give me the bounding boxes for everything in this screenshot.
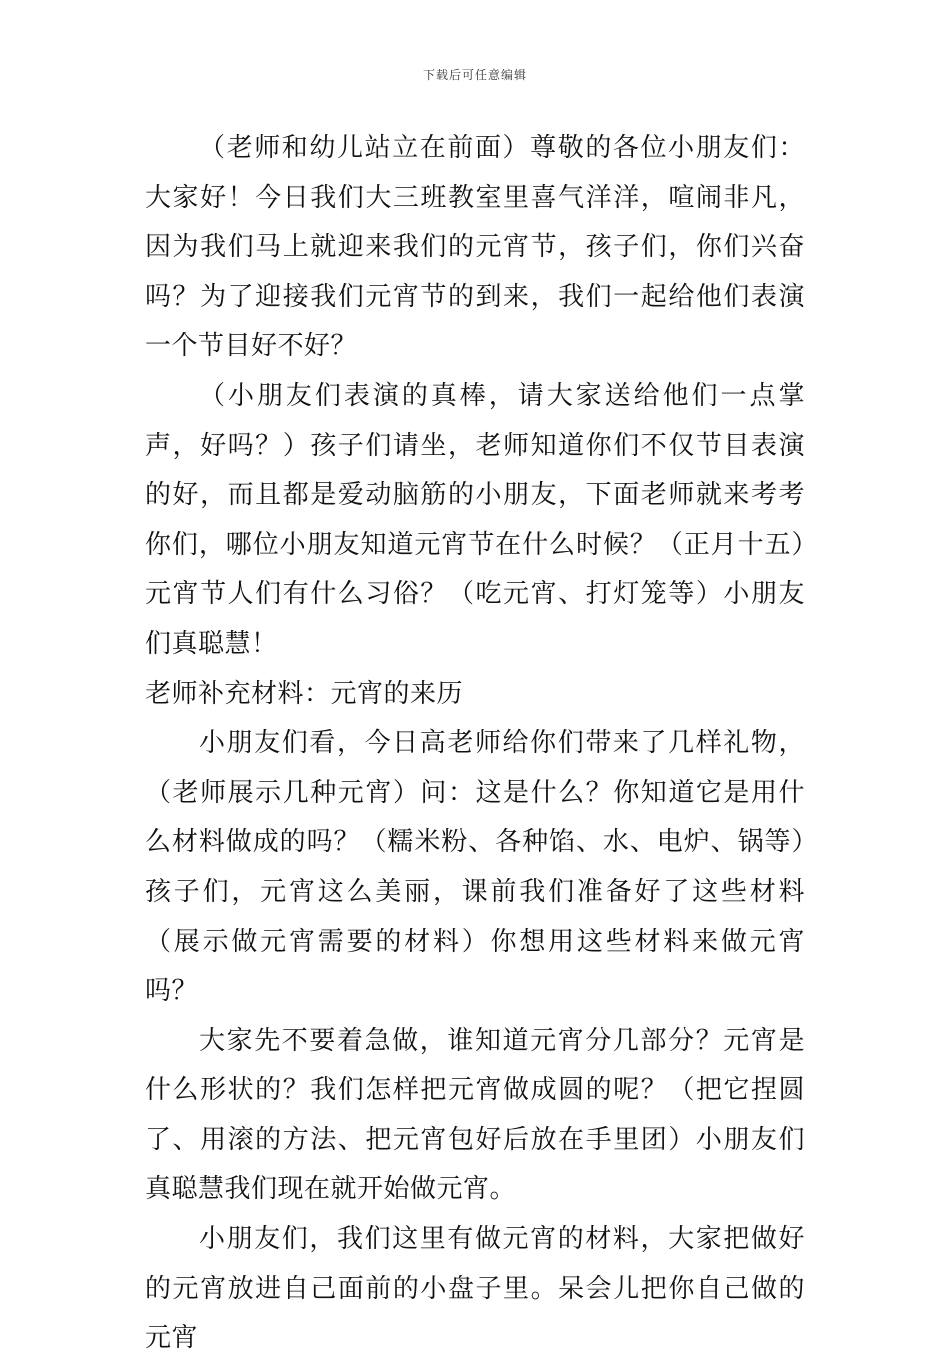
paragraph-materials: 小朋友们，我们这里有做元宵的材料，大家把做好的元宵放进自己面前的小盘子里。呆会儿把你自己做的元宵 <box>145 1224 805 1354</box>
paragraph-gifts: 小朋友们看，今日高老师给你们带来了几样礼物，（老师展示几种元宵）问：这是什么？你知道它是用什么材料做成的吗？（糯米粉、各种馅、水、电炉、锅等）孩子们，元宵这么美丽，课前我们准备好了这些材料（展示做元宵需要的材料）你想用这些材料来做元宵吗？ <box>145 728 805 1007</box>
paragraph-performance: （小朋友们表演的真棒，请大家送给他们一点掌声，好吗？）孩子们请坐，老师知道你们不仅节目表演的好，而且都是爱动脑筋的小朋友，下面老师就来考考你们，哪位小朋友知道元宵节在什么时候？（正月十五）元宵节人们有什么习俗？（吃元宵、打灯笼等）小朋友们真聪慧！ <box>145 380 805 659</box>
paragraph-shape: 大家先不要着急做，谁知道元宵分几部分？元宵是什么形状的？我们怎样把元宵做成圆的呢？（把它捏圆了、用滚的方法、把元宵包好后放在手里团）小朋友们真聪慧我们现在就开始做元宵。 <box>145 1025 805 1205</box>
body-text <box>145 124 805 1364</box>
paragraph-supplement-note: 老师补充材料：元宵的来历 <box>145 678 464 709</box>
header-note: 下载后可任意编辑 <box>422 68 527 82</box>
paragraph-greeting: （老师和幼儿站立在前面）尊敬的各位小朋友们：大家好！今日我们大三班教室里喜气洋洋，喧闹非凡，因为我们马上就迎来我们的元宵节，孩子们，你们兴奋吗？为了迎接我们元宵节的到来，我们一起给他们表演一个节目好不好？ <box>145 133 805 362</box>
